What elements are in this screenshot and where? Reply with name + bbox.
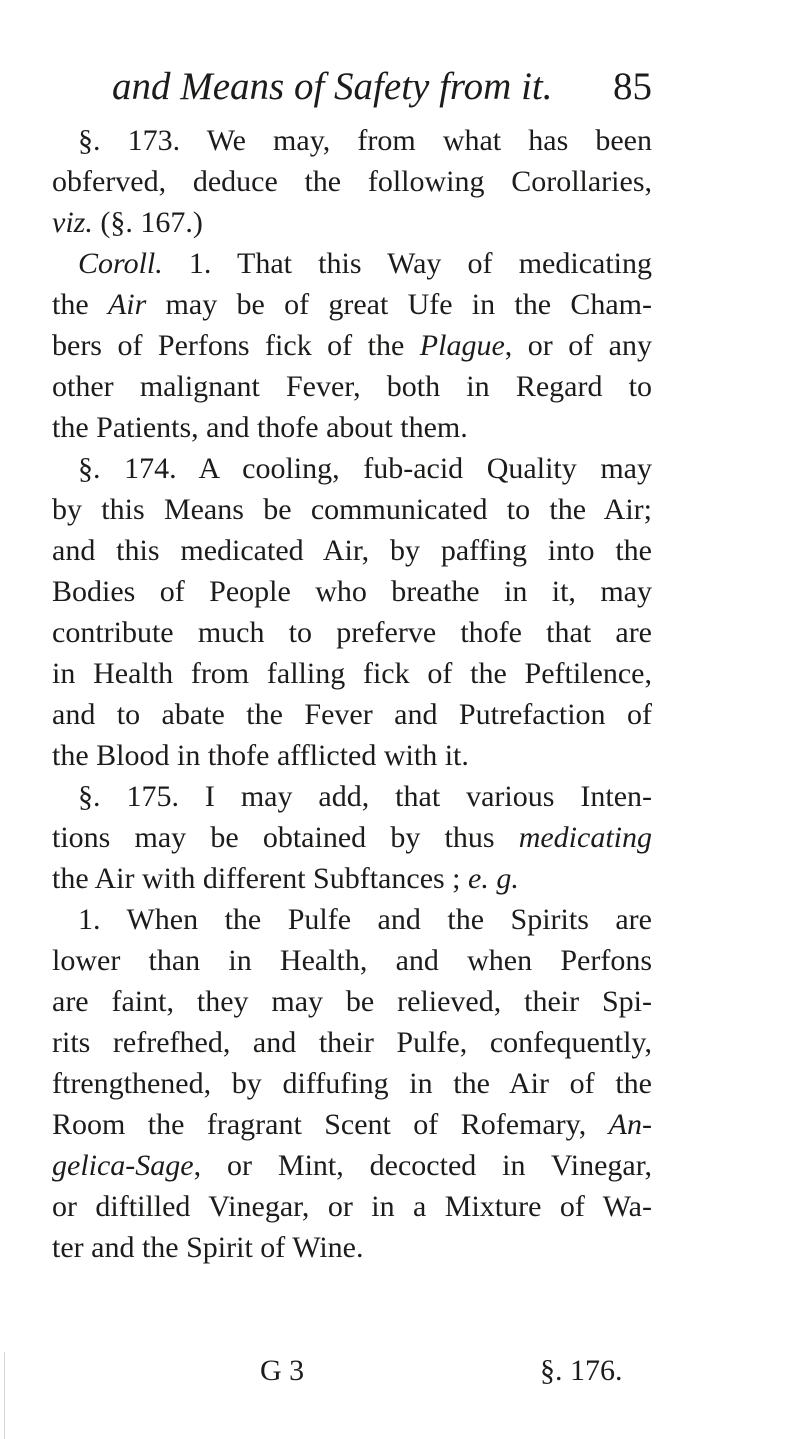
text-line: [52, 407, 652, 448]
italic-text: medicating: [518, 821, 652, 854]
text-line: [52, 1145, 652, 1186]
text-segment: , or Mint, decocted in Vinegar,: [193, 1149, 652, 1182]
text-line: [52, 571, 652, 612]
text-segment: ter and the Spirit of Wine.: [52, 1231, 364, 1264]
text-line: [52, 981, 652, 1022]
text-line: [52, 1227, 652, 1268]
catchword: §. 176.: [540, 1354, 623, 1387]
text-line: [52, 653, 652, 694]
text-segment: 1. That this Way of medicating: [162, 247, 652, 280]
text-segment: may be of great Ufe in the Cham-: [146, 288, 652, 321]
italic-text: e. g.: [468, 862, 519, 895]
text-segment: or diftilled Vinegar, or in a Mixture of Wa-: [52, 1190, 652, 1223]
text-line: [52, 776, 652, 817]
text-segment: , or of any: [504, 329, 652, 362]
text-line: [52, 1104, 652, 1145]
text-line: [52, 489, 652, 530]
text-segment: other malignant Fever, both in Regard to: [52, 370, 652, 403]
text-segment: are faint, they may be relieved, their Spi-: [52, 985, 652, 1018]
italic-text: An-: [608, 1108, 652, 1141]
italic-text: Plague: [419, 329, 505, 362]
text-line: [52, 120, 652, 161]
text-segment: ftrengthened, by diffufing in the Air of the: [52, 1067, 652, 1100]
text-line: [52, 694, 652, 735]
text-segment: §. 175. I may add, that various Inten-: [78, 780, 652, 813]
text-segment: Room the fragrant Scent of Rofemary,: [52, 1108, 609, 1141]
text-line: [52, 284, 652, 325]
text-segment: bers of Perfons fick of the: [52, 329, 420, 362]
text-segment: the: [52, 288, 108, 321]
italic-text: gelica-Sage: [52, 1149, 194, 1182]
text-segment: (§. 167.): [92, 206, 203, 239]
italic-text: viz.: [52, 206, 93, 239]
text-line: [52, 817, 652, 858]
text-line: [52, 530, 652, 571]
page-footer: [0, 1350, 800, 1391]
italic-text: Coroll.: [78, 247, 163, 280]
running-header: [112, 62, 652, 112]
text-segment: §. 173. We may, from what has been: [78, 124, 652, 157]
text-segment: Bodies of People who breathe in it, may: [52, 575, 652, 608]
text-segment: lower than in Health, and when Perfons: [52, 944, 652, 977]
text-segment: the Air with different Subftances ;: [52, 862, 469, 895]
text-line: [52, 612, 652, 653]
body-text: [52, 120, 652, 1268]
text-segment: tions may be obtained by thus: [52, 821, 519, 854]
text-segment: by this Means be communicated to the Air;: [52, 493, 652, 526]
page-number: 85: [613, 65, 652, 108]
text-segment: the Blood in thofe afflicted with it.: [52, 739, 469, 772]
text-line: [52, 899, 652, 940]
text-line: [52, 448, 652, 489]
italic-text: Air: [107, 288, 147, 321]
signature-mark: G 3: [260, 1354, 305, 1387]
text-line: [52, 1022, 652, 1063]
text-line: [52, 940, 652, 981]
text-segment: rits refrefhed, and their Pulfe, confequently,: [52, 1026, 652, 1059]
text-segment: 1. When the Pulfe and the Spirits are: [78, 903, 652, 936]
text-segment: in Health from falling fick of the Peftilence,: [52, 657, 652, 690]
text-line: [52, 325, 652, 366]
text-segment: contribute much to preferve thofe that are: [52, 616, 652, 649]
text-line: [52, 161, 652, 202]
text-segment: obferved, deduce the following Corollaries,: [52, 165, 652, 198]
text-segment: §. 174. A cooling, fub-acid Quality may: [78, 452, 652, 485]
text-segment: and this medicated Air, by paffing into the: [52, 534, 652, 567]
text-line: [52, 858, 652, 899]
text-segment: the Patients, and thofe about them.: [52, 411, 468, 444]
running-title: and Means of Safety from it.: [112, 65, 553, 108]
text-segment: and to abate the Fever and Putrefaction of: [52, 698, 652, 731]
text-line: [52, 1063, 652, 1104]
text-line: [52, 1186, 652, 1227]
text-line: [52, 243, 652, 284]
text-line: [52, 735, 652, 776]
text-line: [52, 202, 652, 243]
text-line: [52, 366, 652, 407]
page-edge-line: [4, 1352, 5, 1439]
